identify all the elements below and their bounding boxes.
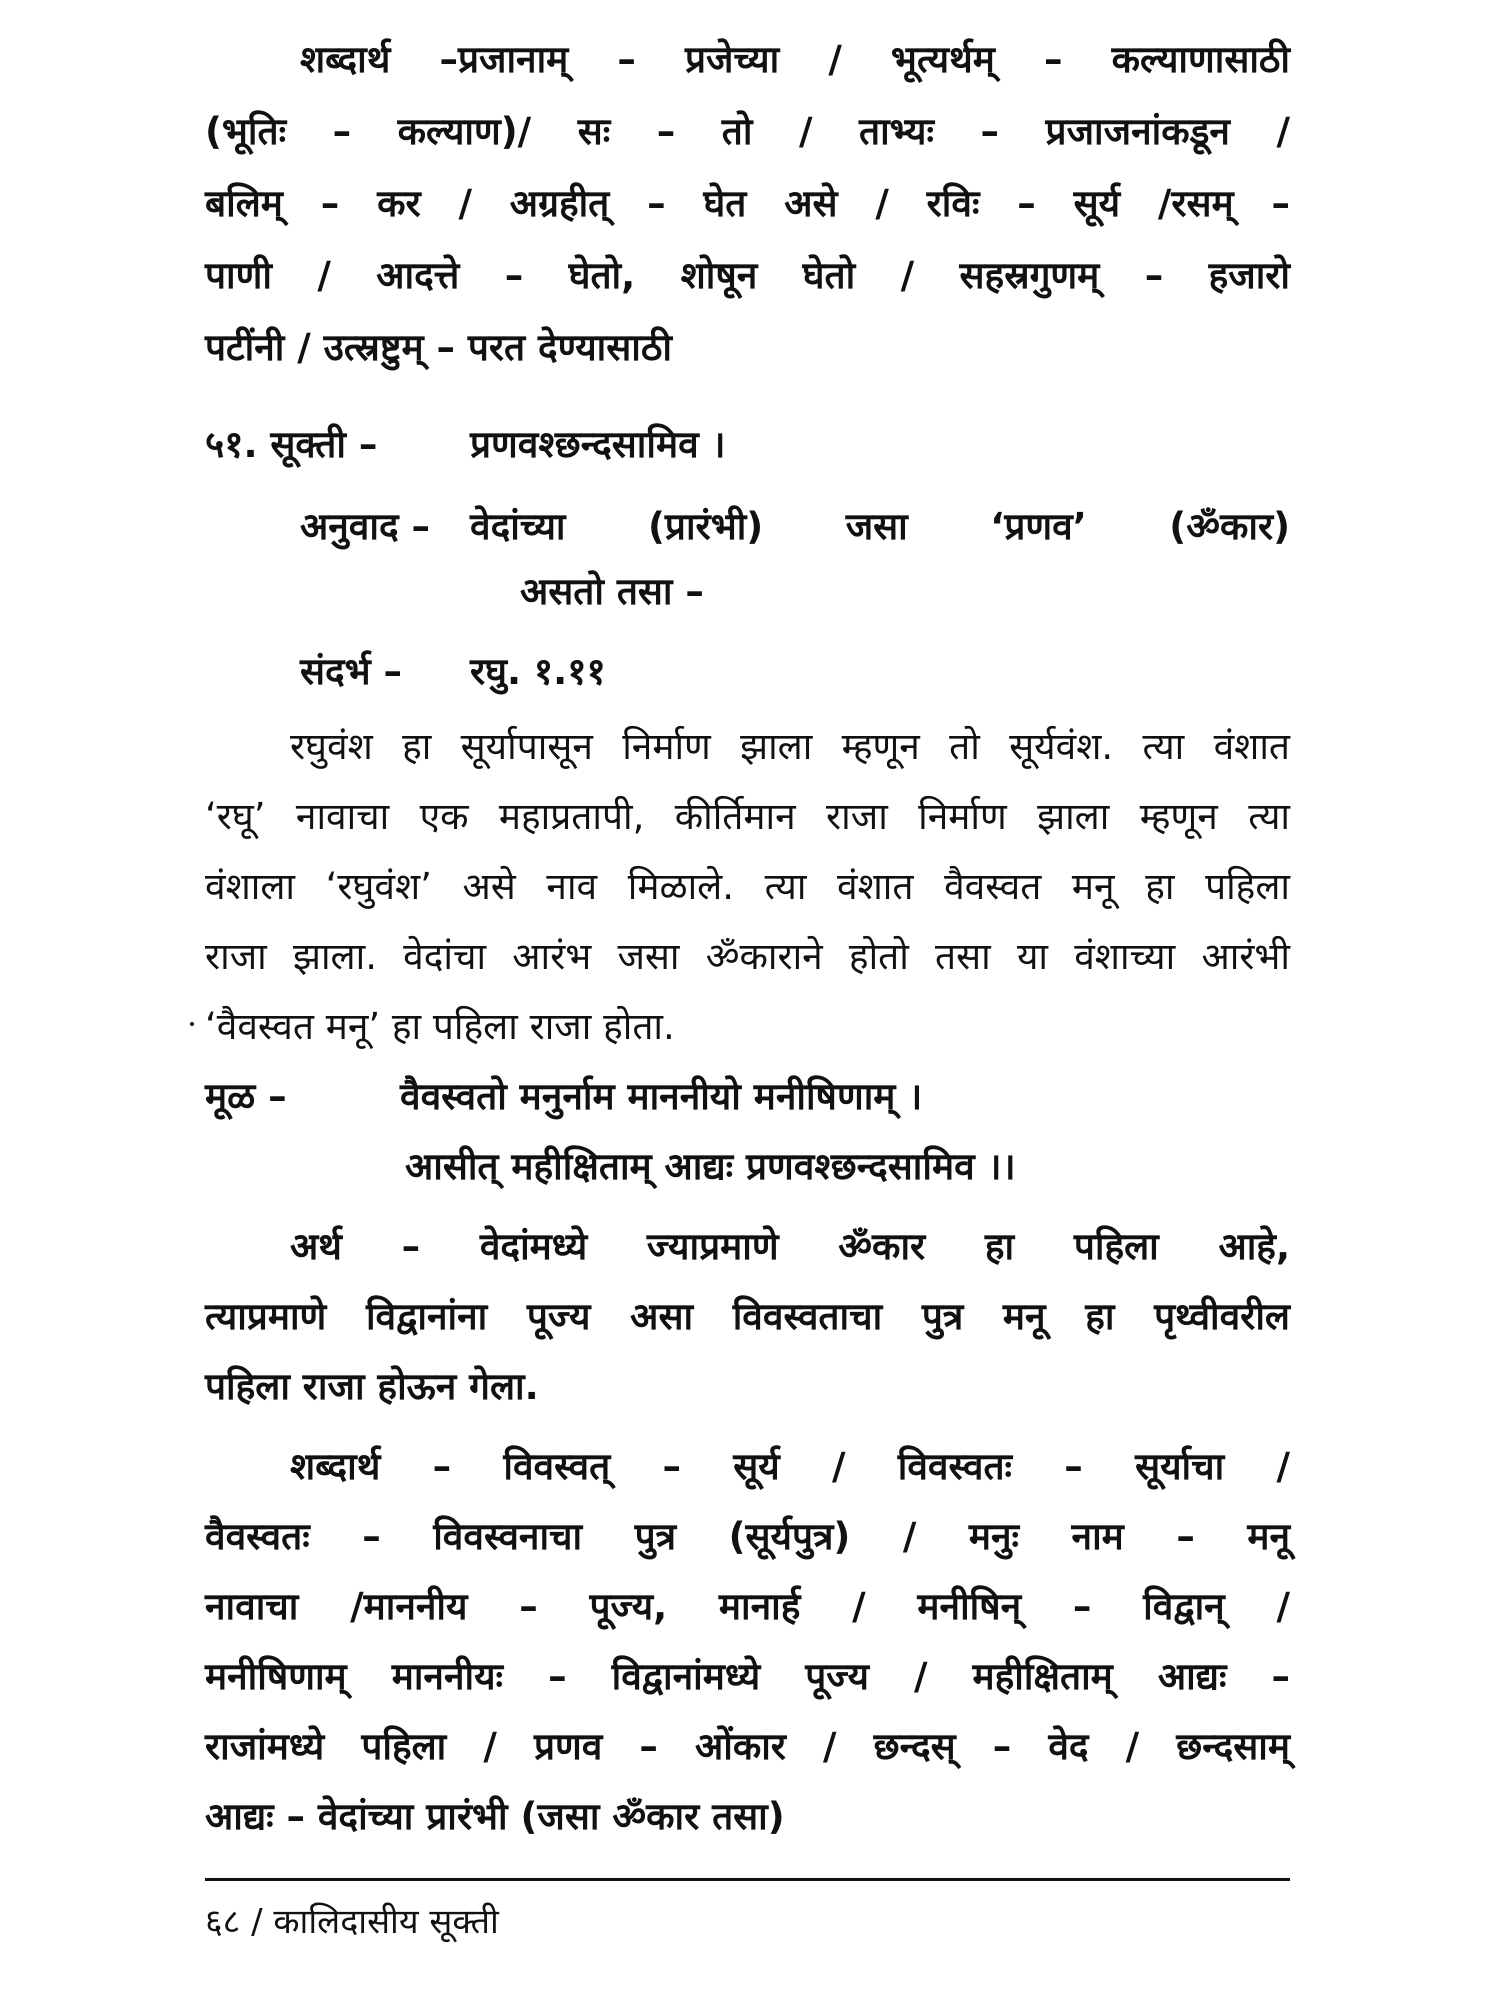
meaning-line-3: पहिला राजा होऊन गेला.: [205, 1365, 539, 1408]
glossary-2-line-6: आद्यः – वेदांच्या प्रारंभी (जसा ॐकार तसा): [205, 1795, 785, 1838]
glossary-1-line-2: (भूतिः – कल्याण)/ सः – तो / ताभ्यः – प्रजाजनांकडून /: [205, 110, 1290, 153]
explanation-line-4: राजा झाला. वेदांचा आरंभ जसा ॐकाराने होतो तसा या वंशाच्या आरंभी: [205, 935, 1290, 978]
meaning-line-2: त्याप्रमाणे विद्वानांना पूज्य असा विवस्वताचा पुत्र मनू हा पृथ्वीवरील: [205, 1295, 1290, 1338]
sukti-number: ५१. सूक्ती –: [205, 423, 378, 466]
glossary-1-line-5: पटींनी / उत्स्रष्टुम् – परत देण्यासाठी: [205, 326, 672, 369]
glossary-1-line-3: बलिम् – कर / अग्रहीत् – घेत असे / रविः – सूर्य /रसम् –: [205, 182, 1290, 225]
verse-line-2: आसीत् महीक्षिताम् आद्यः प्रणवश्छन्दसामिव ।।: [405, 1145, 1016, 1188]
translation-label: अनुवाद –: [300, 505, 430, 548]
translation-line-2: असतो तसा –: [520, 570, 704, 613]
explanation-line-5: ‘वैवस्वत मनू’ हा पहिला राजा होता.: [205, 1005, 675, 1048]
sukti-text: प्रणवश्छन्दसामिव ।: [470, 423, 726, 466]
meaning-line-1: अर्थ – वेदांमध्ये ज्याप्रमाणे ॐकार हा पहिला आहे,: [290, 1225, 1290, 1268]
reference-value: रघु. १.११: [470, 650, 606, 693]
reference-label: संदर्भ –: [300, 650, 403, 693]
glossary-2-line-1: शब्दार्थ – विवस्वत् – सूर्य / विवस्वतः – सूर्याचा /: [290, 1445, 1290, 1488]
glossary-1-line-1: शब्दार्थ –प्रजानाम् – प्रजेच्या / भूत्यर्थम् – कल्याणासाठी: [300, 38, 1290, 81]
verse-label: मूळ –: [205, 1075, 287, 1118]
explanation-line-2: ‘रघू’ नावाचा एक महाप्रतापी, कीर्तिमान राजा निर्माण झाला म्हणून त्या: [205, 795, 1290, 838]
glossary-2-line-3: नावाचा /माननीय – पूज्य, मानार्ह / मनीषिन् – विद्वान् /: [205, 1585, 1290, 1628]
glossary-2-line-2: वैवस्वतः – विवस्वनाचा पुत्र (सूर्यपुत्र) / मनुः नाम – मनू: [205, 1515, 1290, 1558]
glossary-2-line-4: मनीषिणाम् माननीयः – विद्वानांमध्ये पूज्य / महीक्षिताम् आद्यः –: [205, 1655, 1290, 1698]
glossary-2-line-5: राजांमध्ये पहिला / प्रणव – ओंकार / छन्दस् – वेद / छन्दसाम्: [205, 1725, 1290, 1768]
footer-rule: [205, 1878, 1290, 1881]
translation-line-1: वेदांच्या (प्रारंभी) जसा ‘प्रणव’ (ॐकार): [470, 505, 1290, 548]
glossary-1-line-4: पाणी / आदत्ते – घेतो, शोषून घेतो / सहस्रगुणम् – हजारो: [205, 254, 1290, 297]
footer: ६८ / कालिदासीय सूक्ती: [205, 1902, 499, 1942]
explanation-line-3: वंशाला ‘रघुवंश’ असे नाव मिळाले. त्या वंशात वैवस्वत मनू हा पहिला: [205, 865, 1290, 908]
stray-mark: [190, 1022, 194, 1026]
verse-line-1: वैवस्वतो मनुर्नाम माननीयो मनीषिणाम् ।: [400, 1075, 923, 1118]
explanation-line-1: रघुवंश हा सूर्यापासून निर्माण झाला म्हणून तो सूर्यवंश. त्या वंशात: [290, 725, 1290, 768]
